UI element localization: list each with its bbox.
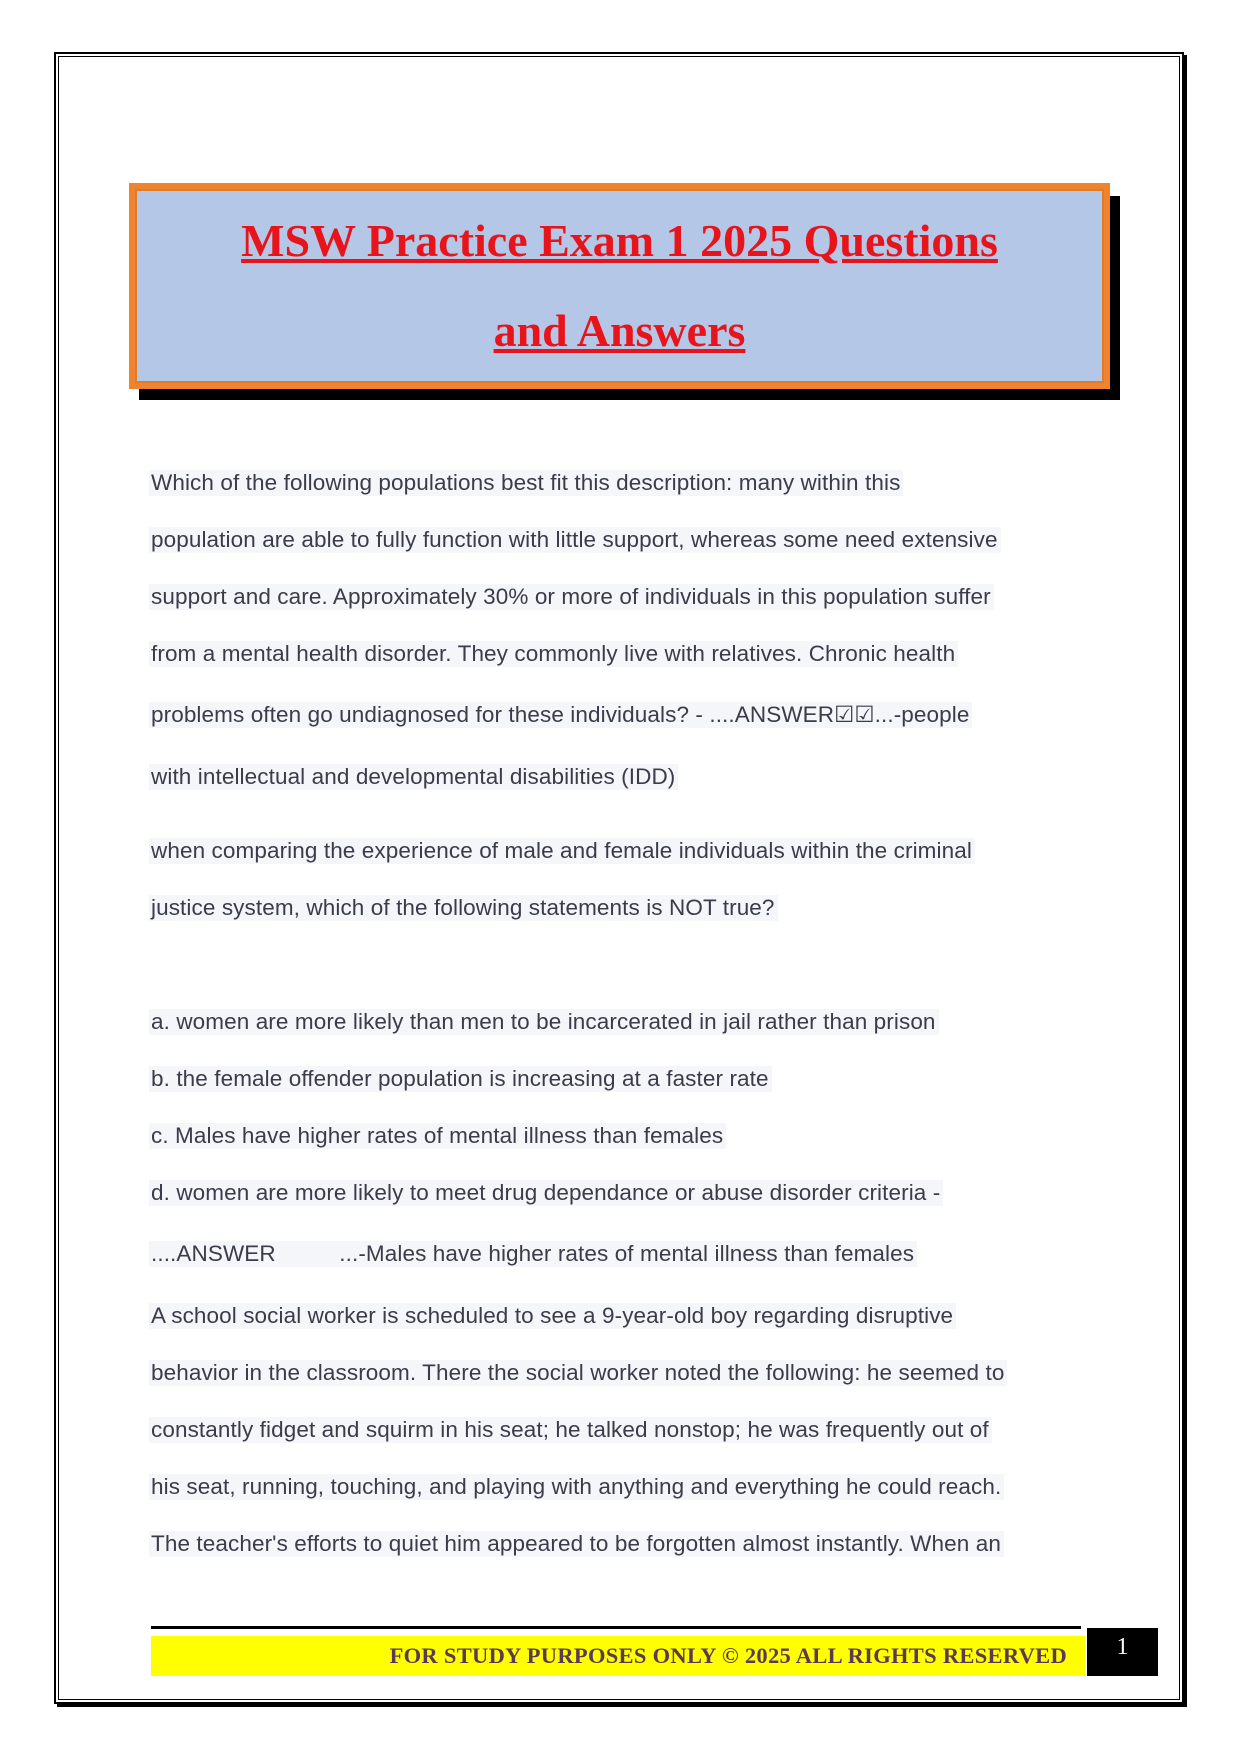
body-text-line: from a mental health disorder. They commonly live with relatives. Chronic health <box>149 641 958 667</box>
answer-option-a: a. women are more likely than men to be incarcerated in jail rather than prison <box>149 1009 939 1035</box>
answer-option-c: c. Males have higher rates of mental illness than females <box>149 1123 726 1149</box>
answer-line: ....ANSWER ...-Males have higher rates of mental illness than females <box>149 1241 917 1267</box>
footer-bar <box>151 1636 1085 1676</box>
body-text-line: with intellectual and developmental disabilities (IDD) <box>149 764 678 790</box>
page-title-line-1: MSW Practice Exam 1 2025 Questions <box>241 215 998 266</box>
body-text-line: behavior in the classroom. There the social worker noted the following: he seemed to <box>149 1360 1007 1386</box>
body-text-line: support and care. Approximately 30% or more of individuals in this population suffer <box>149 584 994 610</box>
title-panel <box>135 189 1104 383</box>
body-text-line: The teacher's efforts to quiet him appeared to be forgotten almost instantly. When an <box>149 1531 1004 1557</box>
footer-rule <box>151 1626 1081 1629</box>
answer-option-b: b. the female offender population is increasing at a faster rate <box>149 1066 772 1092</box>
page-number: 1 <box>1087 1628 1158 1676</box>
body-text-line: A school social worker is scheduled to see a 9-year-old boy regarding disruptive <box>149 1303 956 1329</box>
body-text-line: problems often go undiagnosed for these individuals? - ....ANSWER☑☑...-people <box>149 702 972 728</box>
page-title-line-2: and Answers <box>493 305 746 356</box>
body-text-line: Which of the following populations best fit this description: many within this <box>149 470 903 496</box>
answer-option-d: d. women are more likely to meet drug dependance or abuse disorder criteria - <box>149 1180 943 1206</box>
body-text-line: justice system, which of the following statements is NOT true? <box>149 895 778 921</box>
body-text-line: his seat, running, touching, and playing with anything and everything he could reach. <box>149 1474 1004 1500</box>
body-text-line: constantly fidget and squirm in his seat; he talked nonstop; he was frequently out of <box>149 1417 992 1443</box>
body-text-line: population are able to fully function with little support, whereas some need extensive <box>149 527 1001 553</box>
title-box <box>129 183 1110 389</box>
body-text-line: when comparing the experience of male and female individuals within the criminal <box>149 838 975 864</box>
footer-text: FOR STUDY PURPOSES ONLY © 2025 ALL RIGHTS RESERVED <box>389 1643 1067 1668</box>
